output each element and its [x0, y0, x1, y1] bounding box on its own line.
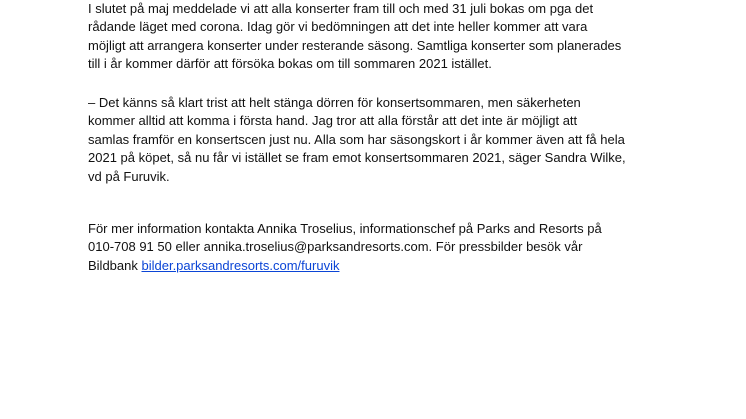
paragraph-contact-information [88, 220, 602, 275]
text-line: För mer information kontakta Annika Troselius, informationschef på Parks and Resorts på [88, 221, 602, 236]
text-line: rådande läget med corona. Idag gör vi bedömningen att det inte heller kommer att vara [88, 19, 588, 35]
paragraph-quote-sandra-wilke [88, 94, 626, 186]
text-line: till i år kommer därför att försöka bokas om till sommaren 2021 istället. [88, 56, 492, 72]
text-line: kommer alltid att komma i första hand. Jag tror att alla förstår att det inte är möjligt att [88, 113, 578, 129]
text-line: möjligt att arrangera konserter under resterande säsong. Samtliga konserter som planerades [88, 37, 622, 53]
paragraph-concerts-rebooked [88, 0, 621, 74]
text-line: – Det känns så klart trist att helt stänga dörren för konsertsommaren, men säkerheten [88, 95, 581, 110]
text-line: 010-708 91 50 eller annika.troselius@parksandresorts.com. För pressbilder besök vår [88, 239, 583, 255]
text-line: 2021 på köpet, så nu får vi istället se fram emot konsertsommaren 2021, säger Sandra Wilke, [88, 150, 626, 166]
press-images-link[interactable]: bilder.parksandresorts.com/furuvik [141, 257, 340, 273]
text-line: vd på Furuvik. [88, 168, 170, 184]
bildbank-label: Bildbank [88, 257, 142, 273]
text-line: samlas framför en konsertscen just nu. Alla som har säsongskort i år kommer även att få hela [88, 131, 625, 147]
text-line: I slutet på maj meddelade vi att alla konserter fram till och med 31 juli bokas om pga det [88, 1, 594, 16]
text-line-with-link [88, 257, 602, 275]
